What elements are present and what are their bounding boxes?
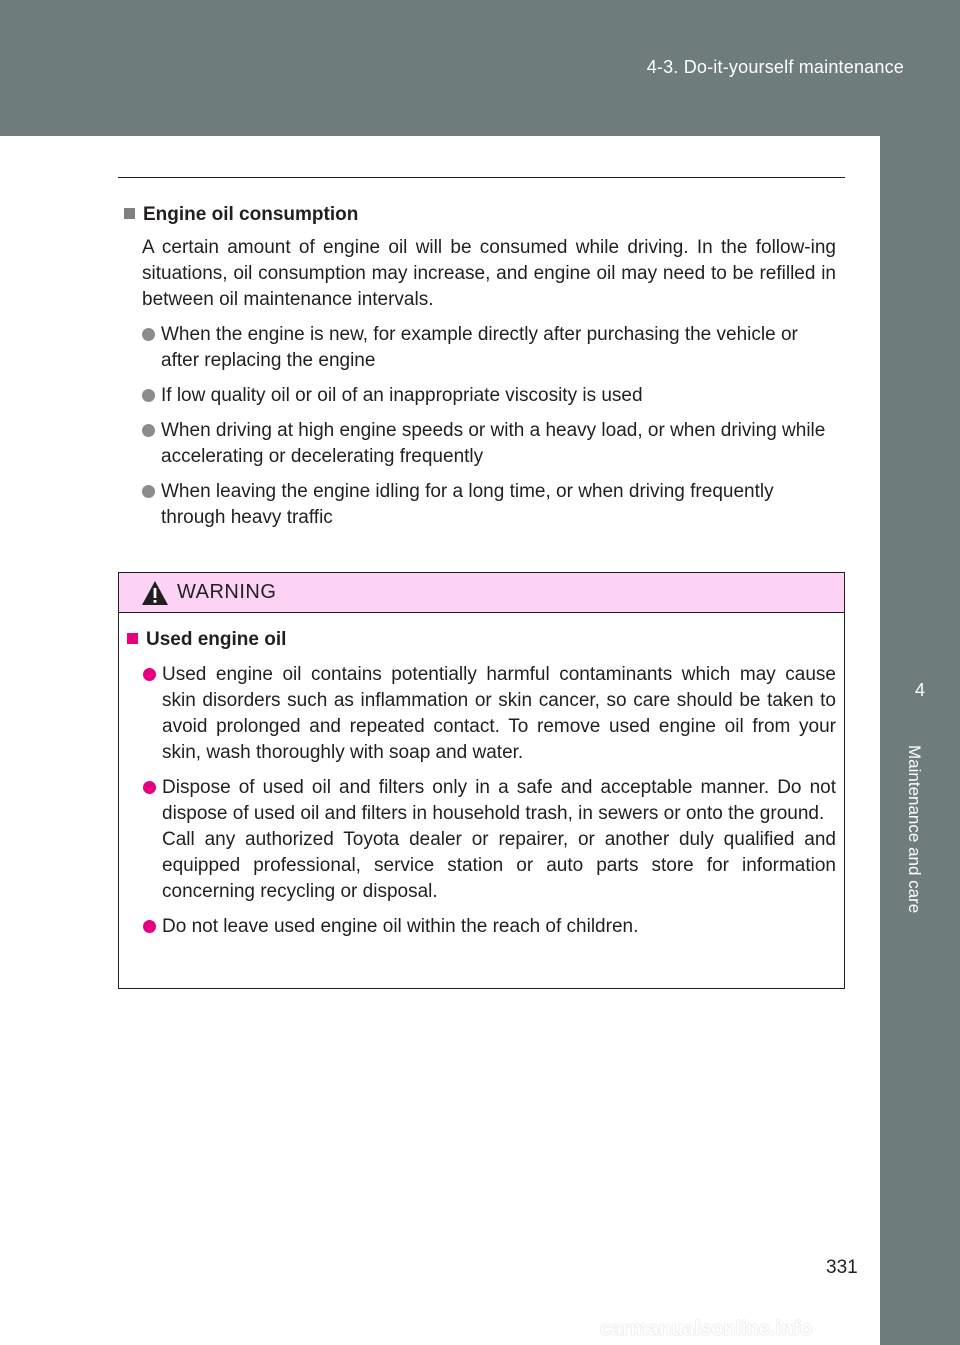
circle-bullet-icon xyxy=(143,781,156,794)
chapter-tab xyxy=(880,136,960,1345)
list-item xyxy=(142,383,836,409)
list-item-text-part: Call any authorized Toyota dealer or repairer, or another duly qualified and equipped professional, service station or auto parts store for information concerning recycling or disposal. xyxy=(162,829,836,902)
warning-body xyxy=(119,613,844,940)
list-item-text xyxy=(162,775,836,905)
circle-bullet-icon xyxy=(142,424,155,437)
warning-heading xyxy=(127,627,836,653)
heading-text: Engine oil consumption xyxy=(143,204,359,225)
list-item xyxy=(142,418,836,470)
heading-text: Used engine oil xyxy=(146,629,287,650)
chapter-number: 4 xyxy=(914,680,925,700)
list-item-text-part: Dispose of used oil and filters only in a safe and acceptable manner. Do not dispose of used oil and filters in household trash, in sewers or onto the ground. xyxy=(162,777,836,824)
intro-paragraph: A certain amount of engine oil will be consumed while driving. In the follow-ing situations, oil consumption may increase, and engine oil may need to be refilled in between oil maintenance intervals. xyxy=(142,237,836,310)
divider-rule xyxy=(118,177,845,178)
circle-bullet-icon xyxy=(143,920,156,933)
circle-bullet-icon xyxy=(142,485,155,498)
chapter-label: Maintenance and care xyxy=(905,745,924,914)
warning-box xyxy=(118,572,845,989)
engine-oil-section xyxy=(124,202,836,531)
list-item xyxy=(143,662,836,766)
list-item-text: If low quality oil or oil of an inappropriate viscosity is used xyxy=(161,385,643,406)
circle-bullet-icon xyxy=(143,668,156,681)
square-bullet-icon xyxy=(127,633,138,644)
list-item xyxy=(143,914,836,940)
list-item xyxy=(142,479,836,531)
section-heading xyxy=(124,202,836,228)
list-item-text: When driving at high engine speeds or with a heavy load, or when driving while accelerating or decelerating frequently xyxy=(161,420,826,467)
section-title: 4-3. Do-it-yourself maintenance xyxy=(646,57,904,77)
list-item-text: Do not leave used engine oil within the reach of children. xyxy=(162,916,639,937)
list-item-text: When leaving the engine idling for a long time, or when driving frequently through heavy traffic xyxy=(161,481,774,528)
watermark: carmanualsonline.info xyxy=(600,1318,813,1340)
warning-header xyxy=(119,573,844,613)
list-item-text: Used engine oil contains potentially harmful contaminants which may cause skin disorders such as inflammation or skin cancer, so care should be taken to avoid prolonged and repeated contact. To remove used engine oil from your skin, wash thoroughly with soap and water. xyxy=(162,664,836,763)
square-bullet-icon xyxy=(124,208,135,219)
list-item xyxy=(143,775,836,905)
page-number: 331 xyxy=(826,1257,858,1278)
list-item-text: When the engine is new, for example directly after purchasing the vehicle or after replacing the engine xyxy=(161,324,798,371)
circle-bullet-icon xyxy=(142,389,155,402)
warning-title: WARNING xyxy=(177,581,277,603)
warning-triangle-icon xyxy=(141,580,169,606)
circle-bullet-icon xyxy=(142,328,155,341)
list-item xyxy=(142,322,836,374)
